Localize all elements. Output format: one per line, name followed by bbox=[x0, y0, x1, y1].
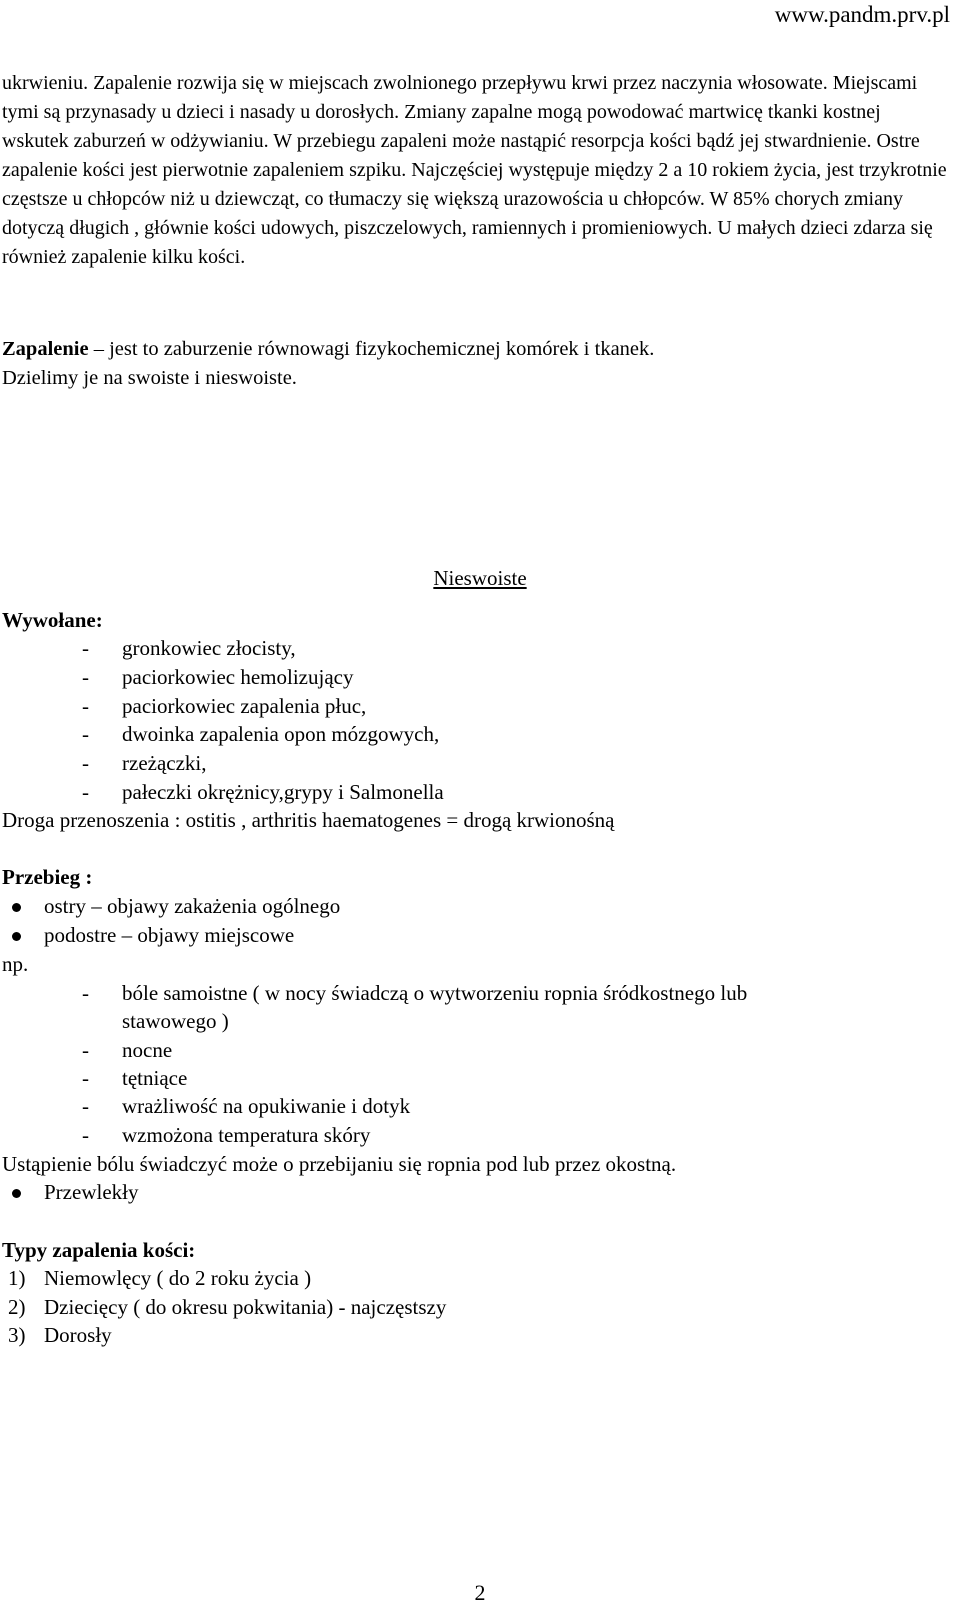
bullet-icon bbox=[12, 932, 21, 941]
dash-mark: - bbox=[82, 636, 89, 660]
types-label: Typy zapalenia kości: bbox=[2, 1238, 196, 1262]
relief-line: Ustąpienie bólu świadczyć może o przebijaniu się ropnia pod lub przez okostną. bbox=[2, 1152, 677, 1176]
dash-mark: - bbox=[82, 665, 89, 689]
dash-mark: - bbox=[82, 1038, 89, 1062]
definition-text: – jest to zaburzenie równowagi fizykochemicznej komórek i tkanek. bbox=[88, 338, 655, 360]
document-page: www.pandm.prv.pl ukrwieniu. Zapalenie rozwija się w miejscach zwolnionego przepływu krwi przez naczynia włosowate. Miejscami tymi są przynasady u dzieci i nasady u dorosłych. Zmiany zapalne mogą powodować martwicę tkanki kostnej wskutek zaburzeń w odżywianiu. W przebiegu zapaleni może nastąpić resorpcja kości bądź jej stwardnienie. Ostre zapalenie kości jest pierwotnie zapaleniem szpiku. Najczęściej występuje między 2 a 10 rokiem życia, jest trzykrotnie częstsze u chłopców niż u dziewcząt, co tłumaczy się większą urazowościa u chłopców. W 85% chorych zmiany dotyczą długich , głównie kości udowych, piszczelowych, ramiennych i promieniowych. U małych dzieci zdarza się również zapalenie kilku kości. Zapalenie – jest to zaburzenie równowagi fizykochemicznej komórek i tkanek. Dzielimy je na swoiste i nieswoiste. Nieswoiste Wywołane: - gronkowiec złocisty, - paciorkowiec hemolizujący - paciorkowiec zapalenia płuc, - dwoinka zapalenia opon mózgowych, - rzeżączki, - pałeczki okrężnicy,grypy i Salmonella Droga przenoszenia : ostitis , arthritis haematogenes = drogą krwionośną Przebieg : ostry – objawy zakażenia ogólnego podostre – objawy miejscowe np. - bóle samoistne ( w nocy świadczą o wytworzeniu ropnia śródkostnego lub stawowego ) - nocne - tętniące - wrażliwość na opukiwanie i dotyk - wzmożona temperatura skóry Ustąpienie bólu świadczyć może o przebijaniu się ropnia pod lub przez okostną. Przewlekły Typy zapalenia kości: 1) Niemowlęcy ( do 2 roku życia ) 2) Dziecięcy ( do okresu pokwitania) - najczęstszy 3) Dorosły 2 bbox=[0, 0, 960, 1619]
header-url: www.pandm.prv.pl bbox=[774, 2, 950, 27]
dash-mark: - bbox=[82, 780, 89, 804]
intro-paragraph: ukrwieniu. Zapalenie rozwija się w miejscach zwolnionego przepływu krwi przez naczynia włosowate. Miejscami tymi są przynasady u dzieci i nasady u dorosłych. Zmiany zapalne mogą powodować martwicę tkanki kostnej wskutek zaburzeń w odżywianiu. W przebiegu zapaleni może nastąpić resorpcja kości bądź jej stwardnienie. Ostre zapalenie kości jest pierwotnie zapaleniem szpiku. Najczęściej występuje między 2 a 10 rokiem życia, jest trzykrotnie częstsze u chłopców niż u dziewcząt, co tłumaczy się większą urazowościa u chłopców. W 85% chorych zmiany dotyczą długich , głównie kości udowych, piszczelowych, ramiennych i promieniowych. U małych dzieci zdarza się również zapalenie kilku kości. bbox=[2, 72, 947, 268]
transmission-line: Droga przenoszenia : ostitis , arthritis haematogenes = drogą krwionośną bbox=[2, 808, 615, 832]
dash-mark: - bbox=[82, 1094, 89, 1118]
example-label: np. bbox=[2, 952, 29, 976]
dash-mark: - bbox=[82, 751, 89, 775]
page-number: 2 bbox=[474, 1580, 486, 1605]
dash-mark: - bbox=[82, 722, 89, 746]
dash-mark: - bbox=[82, 1066, 89, 1090]
dash-mark: - bbox=[82, 694, 89, 718]
course-label: Przebieg : bbox=[2, 865, 93, 889]
dash-mark: - bbox=[82, 1123, 89, 1147]
definition-term: Zapalenie bbox=[2, 338, 89, 360]
section-title: Nieswoiste bbox=[433, 566, 527, 590]
bullet-icon bbox=[12, 903, 21, 912]
definition-paragraph bbox=[2, 335, 947, 393]
caused-by-label: Wywołane: bbox=[2, 608, 103, 632]
bullet-icon bbox=[12, 1189, 21, 1198]
dash-mark: - bbox=[82, 981, 89, 1005]
definition-line2: Dzielimy je na swoiste i nieswoiste. bbox=[2, 367, 297, 389]
